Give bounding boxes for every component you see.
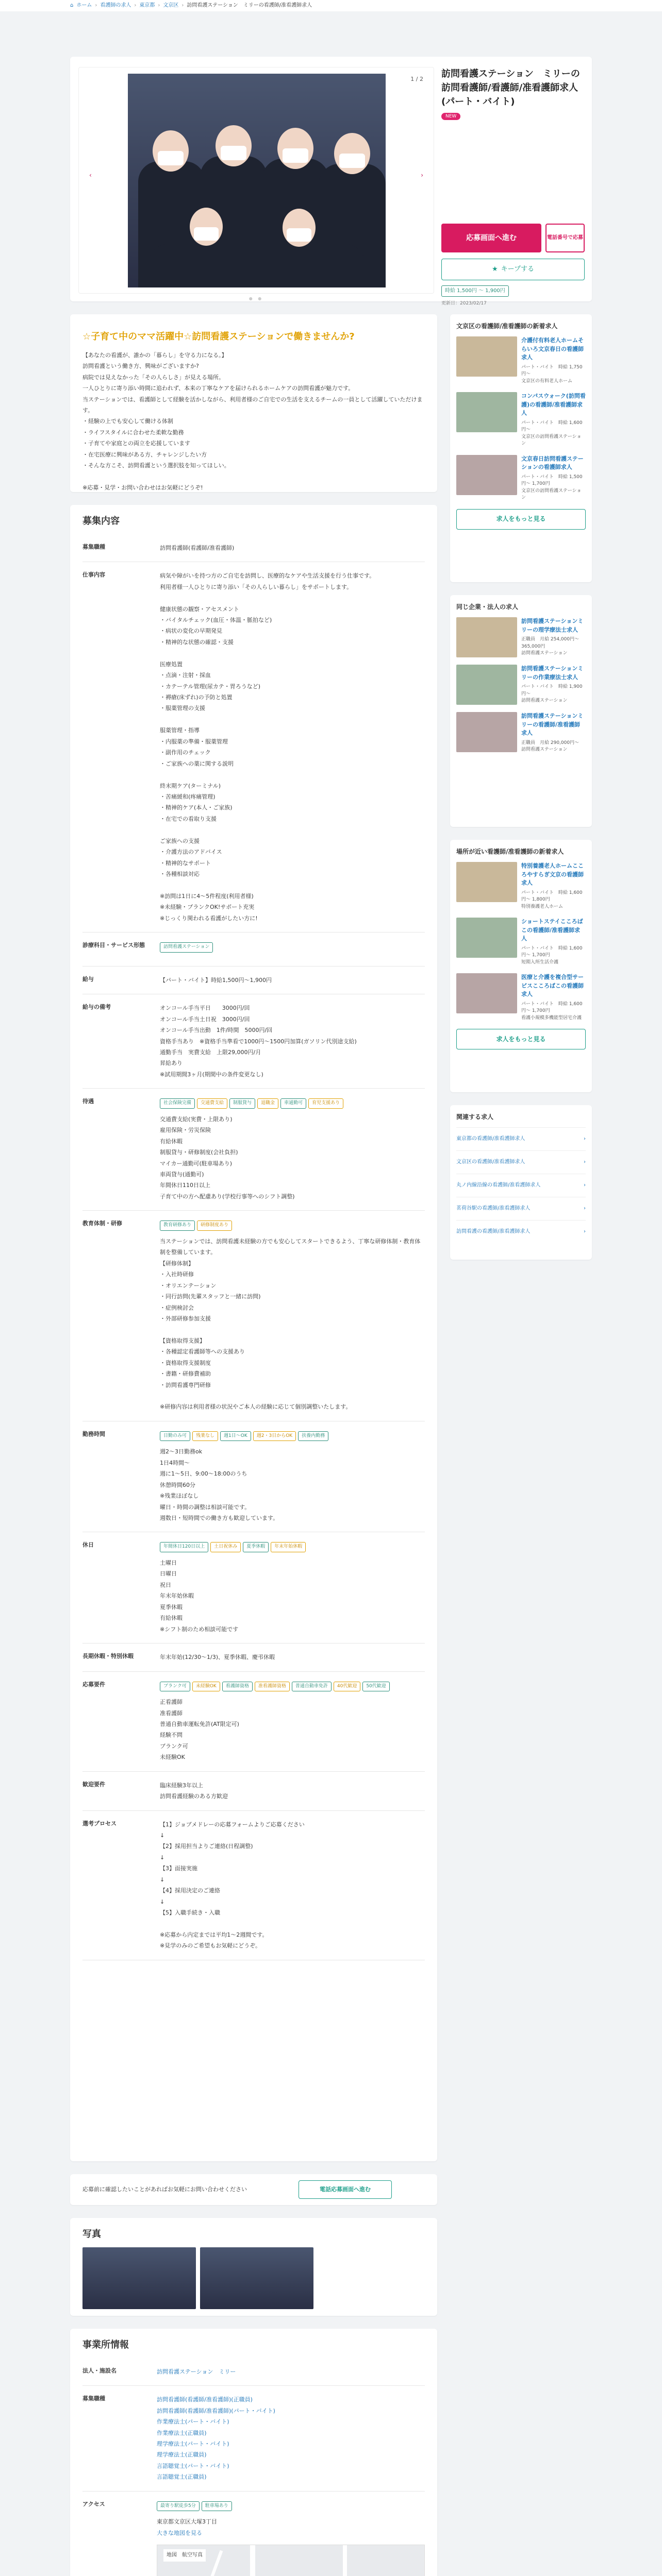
side-job-title[interactable]: 訪問看護ステーションミリーの理学療法士求人 [521,618,584,633]
feature-tag: 教育研修あり [160,1221,195,1231]
nearby-heading: 文京区の看護師/准看護師の新着求人 [456,323,558,330]
feature-tag: 扶養内勤務 [298,1431,328,1442]
side-job-title[interactable]: ショートステイこころばこの看護師/准看護師求人 [521,918,583,942]
requirement-row [82,1211,425,1421]
job-thumbnail[interactable] [456,918,517,958]
requirement-row [82,1771,425,1810]
office-job-link[interactable]: 作業療法士(正職員) [157,2429,207,2436]
requirement-value [160,534,425,562]
requirement-value [160,1532,425,1643]
access-tag: 最寄り駅徒歩5分 [157,2501,200,2512]
feature-tag: ブランク可 [160,1682,190,1692]
requirement-value [160,1089,425,1211]
side-job-title[interactable]: 介護付有料老人ホームそらいろ文京春日の看護師求人 [521,337,584,361]
side-job-item[interactable] [456,336,586,385]
related-job-label: 丸ノ内線沿線の看護師/准看護師求人 [456,1182,541,1189]
feature-tag: 40代歓迎 [334,1682,360,1692]
related-job-link[interactable] [456,1197,586,1220]
requirement-value [160,1211,425,1421]
side-job-item[interactable] [456,617,586,657]
star-icon: ★ [491,265,498,273]
office-name-label: 法人・施設名 [82,2358,157,2386]
requirement-text: 訪問看護師(看護師/准看護師) [160,544,235,551]
map-tab[interactable]: 地図 [167,2552,177,2558]
job-thumbnail[interactable] [456,712,517,752]
feature-tag: 未経験OK [192,1682,220,1692]
requirement-label: 応募要件 [82,1671,160,1771]
side-job-title[interactable]: 医療と介護を複合型サービスこころばこの看護師求人 [521,974,584,998]
side-job-title[interactable]: 文京春日訪問看護ステーションの看護師求人 [521,455,584,471]
phone-note: 応募前に確認したいことがあればお気軽にお問い合わせください [82,2186,247,2193]
side-job-item[interactable] [456,918,586,966]
side-job-meta: パート・バイト 時給 1,600円〜 文京区の訪問看護ステーション [521,420,583,447]
feature-tag: 看護師資格 [222,1682,253,1692]
requirement-label: 診療科目・サービス形態 [82,933,160,967]
requirement-value [160,966,425,994]
updated-date: 更新日：2023/02/17 [441,301,487,307]
related-job-label: 東京都の看護師/准看護師求人 [456,1136,525,1142]
feature-tag: 週2・3日からOK [253,1431,296,1442]
requirement-value [160,994,425,1089]
side-job-meta: 正職員 月給 254,000円〜 365,000円 訪問看護ステーション [521,637,580,656]
requirement-value [160,933,425,967]
chevron-left-icon[interactable]: ‹ [89,172,92,179]
requirements-table [82,534,425,1960]
breadcrumb-item[interactable]: 東京都 [139,3,155,8]
side-job-meta: パート・バイト 時給 1,600円〜 1,700円 短期入所生活介護 [521,945,583,965]
feature-tag: 50代歓迎 [362,1682,389,1692]
requirement-value [160,1643,425,1671]
side-job-title[interactable]: 特別養護老人ホームこころやすらぎ文京の看護師求人 [521,862,584,887]
office-job-link[interactable]: 作業療法士(パート・バイト) [157,2418,229,2426]
side-job-item[interactable] [456,392,586,448]
requirement-text: 土曜日 日曜日 祝日 年末年始休暇 夏季休暇 有給休暇 ※シフト制のため相談可能です [160,1560,239,1633]
office-job-link[interactable]: 訪問看護師(看護師/准看護師)(正職員) [157,2396,253,2403]
home-icon[interactable]: ⌂ [70,3,74,8]
staff-photo [128,74,386,287]
requirement-text: オンコール手当平日 3000円/回 オンコール手当土日祝 3000円/回 オンコール手当出動 1件/時間 5000円/回 資格手当あり ※資格手当準看で1000円〜1500円加算(ガソリン代別途支給) 通勤手当 実費支給 上限29,000円/月 昇給あり ※試用期間3ヶ月(期間中の条件変更なし) [160,1005,357,1078]
requirement-label: 休日 [82,1532,160,1643]
job-thumbnail[interactable] [456,665,517,705]
aerial-tab[interactable]: 航空写真 [182,2552,203,2558]
near-location-card [450,840,592,1092]
related-job-label: 訪問看護の看護師/准看護師求人 [456,1229,531,1235]
requirement-value [160,562,425,933]
requirement-label: 給与 [82,966,160,994]
photo-counter: 1 / 2 [410,76,423,82]
related-jobs-card [450,1105,592,1260]
phone-apply-button[interactable]: 電話番号で応募 [545,224,585,252]
breadcrumb-current: 訪問看護ステーション ミリーの看護師/准看護師求人 [187,3,312,8]
side-job-title[interactable]: 訪問看護ステーションミリーの看護師/准看護師求人 [521,713,584,737]
office-name-link[interactable]: 訪問看護ステーション ミリー [157,2368,236,2375]
requirement-value [160,1421,425,1532]
chevron-right-icon: › [584,1136,586,1142]
side-job-title[interactable]: コンパスウォーク(訪問看護)の看護師/准看護師求人 [521,393,586,417]
requirement-label: 歓迎要件 [82,1771,160,1810]
related-job-link[interactable] [456,1127,586,1150]
breadcrumb: ⌂ ホーム › 看護師の求人 › 東京都 › 文京区 › 訪問看護ステーション ミリーの看護師/准看護師求人 [0,0,662,11]
side-job-meta: パート・バイト 時給 1,500円〜 1,700円 文京区の訪問看護ステーション [521,474,583,501]
requirement-row [82,1810,425,1960]
job-thumbnail[interactable] [456,336,517,377]
chevron-right-icon: › [584,1159,586,1165]
photos-heading: 写真 [82,2229,101,2240]
keep-label: キープする [501,265,534,273]
near-heading: 場所が近い看護師/准看護師の新着求人 [456,848,564,855]
side-job-item[interactable] [456,973,586,1022]
new-badge: NEW [441,113,460,120]
side-job-meta: パート・バイト 時給 1,900円〜 訪問看護ステーション [521,684,583,704]
requirement-row [82,1671,425,1771]
photos-section [70,2218,437,2316]
side-job-item[interactable] [456,455,586,502]
requirement-text: 病気や障がいを持つ方のご自宅を訪問し、医療的なケアや生活支援を行う仕事です。 利用者様一人ひとりに寄り添い「その人らしい暮らし」をサポートします。 健康状態の観察・アセスメント ・バイタルチェック(血圧・体温・脈拍など) ・病状の変化の早期発見 ・精神的な状態の確認・支援 医療処置 ・点滴・注射・採血 ・カテーテル管理(尿カテ・胃ろうなど) ・褥瘡(床ずれ)の予防と処置 ・服薬管理の支援 服薬管理・指導 ・内服薬の準備・服薬管理 ・副作用のチェック ・ご家族への薬に関する説明 終末期ケア(ターミナル) ・苦痛緩和(疼痛管理) ・精神的ケア(本人・ご家族) ・在宅での看取り支援 ご家族への支援 ・介護方法のアドバイス ・精神的なサポート ・各種相談対応 ※訪問は1日に4〜5件程度(利用者様) ※未経験・ブランクOK!サポート充実 ※じっくり関われる看護がしたい方に! [160,572,375,922]
photo-gallery [78,67,434,301]
side-job-title[interactable]: 訪問看護ステーションミリーの作業療法士求人 [521,665,584,681]
office-address: 東京都文京区大塚3丁目 [157,2518,217,2526]
requirement-label: 勤務時間 [82,1421,160,1532]
requirement-label: 待遇 [82,1089,160,1211]
phone-apply-link[interactable]: 電話応募画面へ進む [299,2180,392,2199]
office-jobs-label: 募集職種 [82,2386,157,2492]
nearby-jobs-card [450,314,592,582]
breadcrumb-item[interactable]: 看護師の求人 [100,3,131,8]
feature-tag: 制服貸与 [229,1098,255,1109]
office-table [82,2358,425,2576]
feature-tag: 車通勤可 [280,1098,306,1109]
side-job-item[interactable] [456,665,586,705]
salary-badge: 時給 1,500円 〜 1,900円 [441,285,509,297]
related-job-link[interactable] [456,1174,586,1197]
requirement-label: 仕事内容 [82,562,160,933]
feature-tag: 准看護師資格 [255,1682,290,1692]
requirement-row [82,534,425,562]
feature-tag: 交通費支給 [197,1098,227,1109]
feature-tag: 年末年始休暇 [271,1542,306,1552]
office-job-link[interactable]: 理学療法士(正職員) [157,2451,207,2459]
related-job-link[interactable] [456,1150,586,1174]
feature-tag: 土日祝休み [210,1542,241,1552]
chevron-right-icon: › [584,1229,586,1235]
office-heading: 事業所情報 [82,2340,129,2350]
office-job-link[interactable]: 訪問看護師(看護師/准看護師)(パート・バイト) [157,2407,275,2414]
related-heading: 関連する求人 [456,1113,494,1121]
google-map[interactable] [157,2545,425,2576]
requirement-row [82,994,425,1089]
requirement-text: 週2〜3日勤務ok 1日4時間〜 週に1〜5日、9:00〜18:00のうち 休憩時間60分 ※残業ほぼなし 曜日・時間の調整は相談可能です。 週数日・短時間での働き方も歓迎しています。 [160,1448,279,1522]
office-job-link[interactable]: 言語聴覚士(正職員) [157,2473,207,2481]
intro-section [70,314,437,492]
carousel-dots[interactable]: ● ● [249,296,264,301]
job-thumbnail[interactable] [456,973,517,1013]
same-company-card [450,595,592,827]
breadcrumb-item[interactable]: ホーム [76,3,92,8]
requirement-row [82,933,425,967]
requirement-row [82,1532,425,1643]
intro-text: 【あなたの看護が、誰かの「暮らし」を守る力になる。】 訪問看護という働き方、興味がございますか? 病院では見えなかった「その人らしさ」が見える場所。 一人ひとりに寄り添い時間に追われず、本来の丁寧なケアを届けられるホームケアの訪問看護が魅力です。 当ステーションでは、看護師として経験を活かしながら、利用者様のご自宅での生活を支えるチームの一員として活躍していただけます。 ・経験の上でも安心して働ける体制 ・ライフスタイルに合わせた柔軟な勤務 ・子育てや家庭との両立を応援しています ・在宅医療に興味がある方、チャレンジしたい方 ・そんな方こそ、訪問看護という選択肢を知ってほしい。 ※応募・見学・お問い合わせはお気軽にどうぞ! [82,351,423,492]
requirement-value [160,1771,425,1810]
apply-button[interactable]: 応募画面へ進む [441,224,541,252]
requirement-row [82,562,425,933]
office-job-link[interactable]: 理学療法士(パート・バイト) [157,2440,229,2447]
map-type-tabs[interactable] [163,2549,206,2562]
requirement-row [82,1089,425,1211]
related-job-label: 文京区の看護師/准看護師求人 [456,1159,525,1165]
feature-tag: 日勤のみ可 [160,1431,190,1442]
intro-heading: ☆子育て中のママ活躍中☆訪問看護ステーションで働きませんか? [82,331,355,342]
job-header-card [70,57,592,307]
requirement-text: 当ステーションでは、訪問看護未経験の方でも安心してスタートできるよう、丁寧な研修体制・教育体制を整備しています。 【研修体制】 ・入社時研修 ・オリエンテーション ・同行訪問(先輩スタッフと一緒に訪問) ・症例検討会 ・外部研修参加支援 【資格取得支援】 ・各種認定看護師等への支援あり ・資格取得支援制度 ・書籍・研修費補助 ・訪問看護専門研修 ※研修内容は利用者様の状況やご本人の経験に応じて個別調整いたします。 [160,1238,421,1411]
feature-tag: 育児支援あり [308,1098,343,1109]
feature-tag: 週1日〜OK [220,1431,251,1442]
requirement-label: 募集職種 [82,534,160,562]
office-job-link[interactable]: 言語聴覚士(パート・バイト) [157,2462,229,2469]
requirement-label: 長期休暇・特別休暇 [82,1643,160,1671]
related-job-link[interactable] [456,1220,586,1243]
photo-thumbnail[interactable] [200,2247,313,2309]
job-summary [441,67,585,308]
requirement-row [82,1421,425,1532]
phone-section [70,2174,437,2205]
job-thumbnail[interactable] [456,392,517,432]
requirement-value [160,1671,425,1771]
side-job-meta: パート・バイト 時給 1,600円〜 1,700円 看護小規模多機能型居宅介護 [521,1001,583,1021]
job-thumbnail[interactable] [456,862,517,902]
requirement-text: 【1】ジョブメドレーの応募フォームよりご応募ください ↓ 【2】採用担当よりご連絡(日程調整) ↓ 【3】面接実施 ↓ 【4】採用決定のご連絡 ↓ 【5】入職手続き・入職 ※応募から内定までは平均1〜2週間です。 ※見学のみのご希望もお気軽にどうぞ。 [160,1821,305,1950]
requirement-text: 年末年始(12/30〜1/3)、夏季休暇、慶弔休暇 [160,1654,275,1661]
side-job-meta: パート・バイト 時給 1,600円〜 1,800円 特別養護老人ホーム [521,890,583,909]
requirement-label: 選考プロセス [82,1810,160,1960]
keep-button[interactable] [441,259,585,280]
side-job-meta: パート・バイト 時給 1,750円〜 文京区の有料老人ホーム [521,364,583,384]
chevron-right-icon[interactable]: › [421,172,423,179]
requirement-text: 交通費支給(実費・上限あり) 雇用保険・労災保険 有給休暇 制服貸与・研修制度(会社負担) マイカー通勤可(駐車場あり) 車両貸与(通勤可) 年間休日110日以上 子育て中の方へ配慮あり(学校行事等へのシフト調整) [160,1115,295,1200]
feature-tag: 残業なし [192,1431,218,1442]
feature-tag: 普通自動車免許 [292,1682,332,1692]
feature-tag: 年間休日120日以上 [160,1542,208,1552]
chevron-right-icon: › [584,1182,586,1189]
feature-tag: 訪問看護ステーション [160,942,213,953]
chevron-right-icon: › [584,1206,586,1212]
side-job-meta: 正職員 月給 290,000円〜 訪問看護ステーション [521,740,580,753]
more-jobs-button[interactable]: 求人をもっと見る [456,1029,586,1049]
requirements-heading: 募集内容 [82,516,120,527]
office-access-label: アクセス [82,2491,157,2576]
requirement-text: 正看護師 准看護師 普通自動車運転免許(AT限定可) 経験不問 ブランク可 未経験OK [160,1699,239,1761]
breadcrumb-item[interactable]: 文京区 [163,3,179,8]
job-thumbnail[interactable] [456,455,517,495]
feature-tag: 退職金 [257,1098,278,1109]
job-thumbnail[interactable] [456,617,517,657]
job-title: 訪問看護ステーション ミリーの訪問看護師/看護師/准看護師求人(パート・バイト) [441,69,580,107]
office-section [70,2329,437,2576]
feature-tag: 社会保険完備 [160,1098,195,1109]
photo-thumbnail[interactable] [82,2247,196,2309]
requirement-label: 教育体制・研修 [82,1211,160,1421]
side-job-item[interactable] [456,712,586,754]
feature-tag: 研修制度あり [197,1221,232,1231]
large-map-link[interactable]: 大きな地図を見る [157,2529,202,2536]
feature-tag: 夏季休暇 [243,1542,269,1552]
office-jobs-list [157,2386,425,2492]
requirements-section [70,505,437,2161]
requirement-text: 臨床経験3年以上 訪問看護経験のある方歓迎 [160,1782,228,1800]
requirement-text: 【パート・バイト】時給1,500円〜1,900円 [160,976,272,984]
same-heading: 同じ企業・法人の求人 [456,603,519,611]
access-tag: 駐車場あり [202,2501,232,2512]
more-jobs-button[interactable]: 求人をもっと見る [456,509,586,530]
side-job-item[interactable] [456,862,586,910]
requirement-row [82,1643,425,1671]
related-job-label: 茗荷谷駅の看護師/准看護師求人 [456,1206,531,1212]
requirement-label: 給与の備考 [82,994,160,1089]
requirement-value [160,1810,425,1960]
requirement-row [82,966,425,994]
